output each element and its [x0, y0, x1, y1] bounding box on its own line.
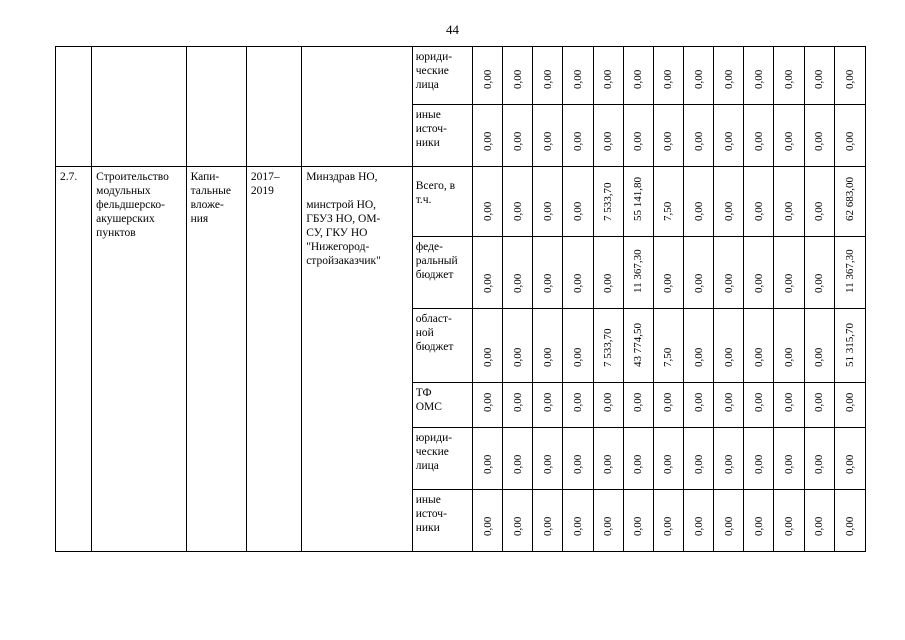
value-cell [533, 490, 563, 552]
prev-num-cell [56, 47, 92, 167]
value-cell [533, 167, 563, 237]
value-cell [684, 105, 714, 167]
value-cell [834, 47, 865, 105]
value-text: 55 141,80 [632, 177, 645, 221]
value-cell [684, 309, 714, 383]
value-cell [714, 490, 744, 552]
value-cell [623, 167, 653, 237]
table-row [56, 47, 866, 105]
value-text: 0,00 [632, 454, 645, 474]
value-cell [714, 428, 744, 490]
value-text: 0,00 [752, 454, 765, 474]
source-cell: област- ной бюджет [412, 309, 472, 383]
value-text: 0,00 [843, 392, 856, 412]
value-text: 0,00 [692, 201, 705, 221]
value-text: 0,00 [722, 273, 735, 293]
value-text: 0,00 [541, 273, 554, 293]
value-text: 0,00 [722, 69, 735, 89]
value-cell [834, 383, 865, 428]
value-cell [503, 237, 533, 309]
value-text: 0,00 [752, 392, 765, 412]
value-cell [774, 167, 804, 237]
value-cell [563, 428, 593, 490]
value-text: 0,00 [813, 273, 826, 293]
value-text: 51 315,70 [843, 323, 856, 367]
value-cell [744, 47, 774, 105]
value-cell [744, 490, 774, 552]
value-cell [714, 105, 744, 167]
value-text: 0,00 [662, 69, 675, 89]
value-cell [473, 237, 503, 309]
value-cell [623, 309, 653, 383]
value-cell [744, 428, 774, 490]
value-text: 0,00 [572, 392, 584, 412]
value-text: 0,00 [782, 392, 795, 412]
value-cell [503, 490, 533, 552]
value-cell [744, 167, 774, 237]
value-cell [503, 309, 533, 383]
value-text: 0,00 [843, 516, 856, 536]
value-text: 0,00 [692, 516, 705, 536]
value-text: 0,00 [481, 454, 494, 474]
value-cell [684, 47, 714, 105]
value-cell [473, 105, 503, 167]
value-text: 7,50 [662, 347, 675, 367]
value-cell [804, 490, 834, 552]
value-text: 0,00 [511, 69, 524, 89]
value-text: 0,00 [511, 273, 524, 293]
value-cell [473, 167, 503, 237]
value-cell [563, 237, 593, 309]
value-text: 0,00 [632, 69, 645, 89]
value-text: 0,00 [511, 201, 524, 221]
value-text: 0,00 [602, 131, 615, 151]
value-cell [653, 383, 683, 428]
value-cell [623, 490, 653, 552]
source-cell: иные источ- ники [412, 105, 472, 167]
value-cell [684, 490, 714, 552]
value-text: 0,00 [602, 69, 615, 89]
value-cell [834, 428, 865, 490]
value-cell [563, 383, 593, 428]
value-text: 0,00 [541, 516, 554, 536]
value-cell [503, 47, 533, 105]
value-text: 0,00 [692, 69, 705, 89]
value-text: 0,00 [511, 516, 524, 536]
value-text: 0,00 [481, 347, 494, 367]
value-cell [774, 383, 804, 428]
value-text: 0,00 [752, 516, 765, 536]
value-cell [834, 105, 865, 167]
value-text: 0,00 [481, 273, 494, 293]
value-text: 0,00 [481, 131, 494, 151]
value-text: 43 774,50 [632, 323, 645, 367]
value-cell [533, 237, 563, 309]
value-cell [623, 47, 653, 105]
value-text: 11 367,30 [632, 249, 645, 293]
value-text: 0,00 [662, 516, 675, 536]
value-text: 0,00 [722, 454, 735, 474]
value-text: 0,00 [541, 131, 554, 151]
value-cell [804, 309, 834, 383]
item-type-cell: Капи- тальные вложе- ния [186, 167, 246, 552]
value-text: 0,00 [481, 201, 494, 221]
value-cell [533, 47, 563, 105]
value-text: 0,00 [632, 392, 645, 412]
value-cell [653, 428, 683, 490]
value-text: 0,00 [722, 392, 735, 412]
value-text: 0,00 [572, 201, 584, 221]
value-text: 7,50 [662, 201, 675, 221]
value-cell [684, 383, 714, 428]
value-cell [744, 105, 774, 167]
value-cell [593, 237, 623, 309]
value-cell [684, 237, 714, 309]
value-cell [774, 490, 804, 552]
value-text: 0,00 [722, 131, 735, 151]
value-cell [744, 237, 774, 309]
value-cell [533, 105, 563, 167]
value-cell [593, 47, 623, 105]
value-text: 0,00 [602, 273, 615, 293]
value-cell [774, 428, 804, 490]
value-text: 0,00 [752, 347, 765, 367]
value-cell [714, 47, 744, 105]
value-cell [503, 105, 533, 167]
value-text: 0,00 [572, 69, 584, 89]
source-cell: феде- ральный бюджет [412, 237, 472, 309]
value-cell [473, 490, 503, 552]
value-text: 0,00 [602, 454, 615, 474]
value-cell [623, 428, 653, 490]
value-cell [834, 309, 865, 383]
value-text: 0,00 [692, 454, 705, 474]
value-cell [563, 490, 593, 552]
prev-executor-cell [302, 47, 413, 167]
value-cell [593, 105, 623, 167]
value-text: 0,00 [511, 392, 524, 412]
value-text: 0,00 [813, 392, 826, 412]
page-number: 44 [446, 22, 459, 37]
value-cell [473, 309, 503, 383]
value-cell [774, 309, 804, 383]
value-text: 0,00 [481, 392, 494, 412]
value-text: 0,00 [692, 392, 705, 412]
value-text: 0,00 [782, 454, 795, 474]
value-text: 0,00 [813, 201, 826, 221]
value-cell [533, 428, 563, 490]
value-cell [804, 105, 834, 167]
value-text: 0,00 [813, 516, 826, 536]
value-text: 0,00 [511, 131, 524, 151]
value-cell [653, 237, 683, 309]
value-cell [653, 47, 683, 105]
value-text: 0,00 [632, 516, 645, 536]
source-cell: иные источ- ники [412, 490, 472, 552]
value-text: 0,00 [722, 201, 735, 221]
value-text: 0,00 [752, 131, 765, 151]
value-text: 0,00 [722, 347, 735, 367]
value-text: 0,00 [511, 347, 524, 367]
value-text: 0,00 [602, 516, 615, 536]
value-cell [593, 309, 623, 383]
value-text: 0,00 [662, 392, 675, 412]
value-cell [503, 428, 533, 490]
value-cell [774, 237, 804, 309]
value-text: 0,00 [813, 454, 826, 474]
value-cell [473, 383, 503, 428]
value-text: 0,00 [541, 347, 554, 367]
value-text: 0,00 [572, 516, 584, 536]
value-text: 0,00 [602, 392, 615, 412]
value-text: 0,00 [572, 273, 584, 293]
value-text: 0,00 [813, 131, 826, 151]
value-cell [503, 167, 533, 237]
value-cell [684, 428, 714, 490]
value-text: 0,00 [813, 69, 826, 89]
value-text: 0,00 [481, 516, 494, 536]
value-cell [714, 167, 744, 237]
value-text: 0,00 [692, 131, 705, 151]
value-cell [623, 105, 653, 167]
value-text: 0,00 [782, 131, 795, 151]
value-text: 0,00 [692, 347, 705, 367]
value-cell [684, 167, 714, 237]
value-cell [653, 105, 683, 167]
item-name-cell: Строительство модульных фельдшерско- акушерских пунктов [92, 167, 186, 552]
value-text: 0,00 [722, 516, 735, 536]
value-cell [503, 383, 533, 428]
prev-period-cell [246, 47, 301, 167]
value-text: 0,00 [632, 131, 645, 151]
value-text: 0,00 [692, 273, 705, 293]
value-text: 0,00 [782, 516, 795, 536]
value-cell [834, 490, 865, 552]
value-cell [533, 309, 563, 383]
value-cell [714, 237, 744, 309]
value-text: 0,00 [662, 131, 675, 151]
value-cell [744, 309, 774, 383]
value-cell [774, 105, 804, 167]
value-cell [653, 309, 683, 383]
value-cell [804, 167, 834, 237]
value-cell [593, 428, 623, 490]
value-text: 0,00 [541, 69, 554, 89]
value-text: 0,00 [752, 273, 765, 293]
value-cell [593, 490, 623, 552]
value-text: 0,00 [511, 454, 524, 474]
value-cell [714, 309, 744, 383]
value-text: 0,00 [541, 201, 554, 221]
value-text: 0,00 [843, 131, 856, 151]
item-number-cell: 2.7. [56, 167, 92, 552]
value-cell [834, 237, 865, 309]
value-cell [834, 167, 865, 237]
value-cell [563, 309, 593, 383]
value-text: 0,00 [782, 273, 795, 293]
value-cell [623, 237, 653, 309]
value-cell [804, 47, 834, 105]
source-cell: ТФ ОМС [412, 383, 472, 428]
value-cell [593, 383, 623, 428]
value-text: 0,00 [752, 69, 765, 89]
value-cell [774, 47, 804, 105]
value-text: 0,00 [572, 131, 584, 151]
value-cell [593, 167, 623, 237]
value-cell [804, 383, 834, 428]
value-text: 62 683,00 [843, 177, 856, 221]
value-text: 0,00 [752, 201, 765, 221]
value-text: 0,00 [782, 201, 795, 221]
value-text: 0,00 [843, 454, 856, 474]
prev-type-cell [186, 47, 246, 167]
value-text: 0,00 [541, 392, 554, 412]
value-text: 0,00 [843, 69, 856, 89]
value-cell [473, 428, 503, 490]
value-text: 11 367,30 [843, 249, 856, 293]
value-cell [563, 47, 593, 105]
value-cell [533, 383, 563, 428]
source-cell: юриди- ческие лица [412, 47, 472, 105]
value-cell [653, 490, 683, 552]
value-text: 0,00 [782, 347, 795, 367]
source-cell: Всего, в т.ч. [412, 167, 472, 237]
value-cell [804, 237, 834, 309]
value-cell [473, 47, 503, 105]
value-text: 7 533,70 [602, 182, 615, 221]
value-cell [714, 383, 744, 428]
value-text: 0,00 [813, 347, 826, 367]
budget-table [55, 46, 866, 552]
table-row [56, 167, 866, 237]
item-executor-cell: Минздрав НО, минстрой НО, ГБУЗ НО, ОМ- СУ, ГКУ НО "Нижегород- стройзаказчик" [302, 167, 413, 552]
value-text: 0,00 [572, 347, 584, 367]
value-text: 7 533,70 [602, 328, 615, 367]
source-cell: юриди- ческие лица [412, 428, 472, 490]
item-period-cell: 2017– 2019 [246, 167, 301, 552]
value-text: 0,00 [662, 273, 675, 293]
value-text: 0,00 [572, 454, 584, 474]
value-cell [623, 383, 653, 428]
value-cell [563, 167, 593, 237]
value-text: 0,00 [541, 454, 554, 474]
value-cell [744, 383, 774, 428]
prev-name-cell [92, 47, 186, 167]
value-text: 0,00 [782, 69, 795, 89]
value-text: 0,00 [481, 69, 494, 89]
value-cell [563, 105, 593, 167]
value-text: 0,00 [662, 454, 675, 474]
value-cell [653, 167, 683, 237]
value-cell [804, 428, 834, 490]
